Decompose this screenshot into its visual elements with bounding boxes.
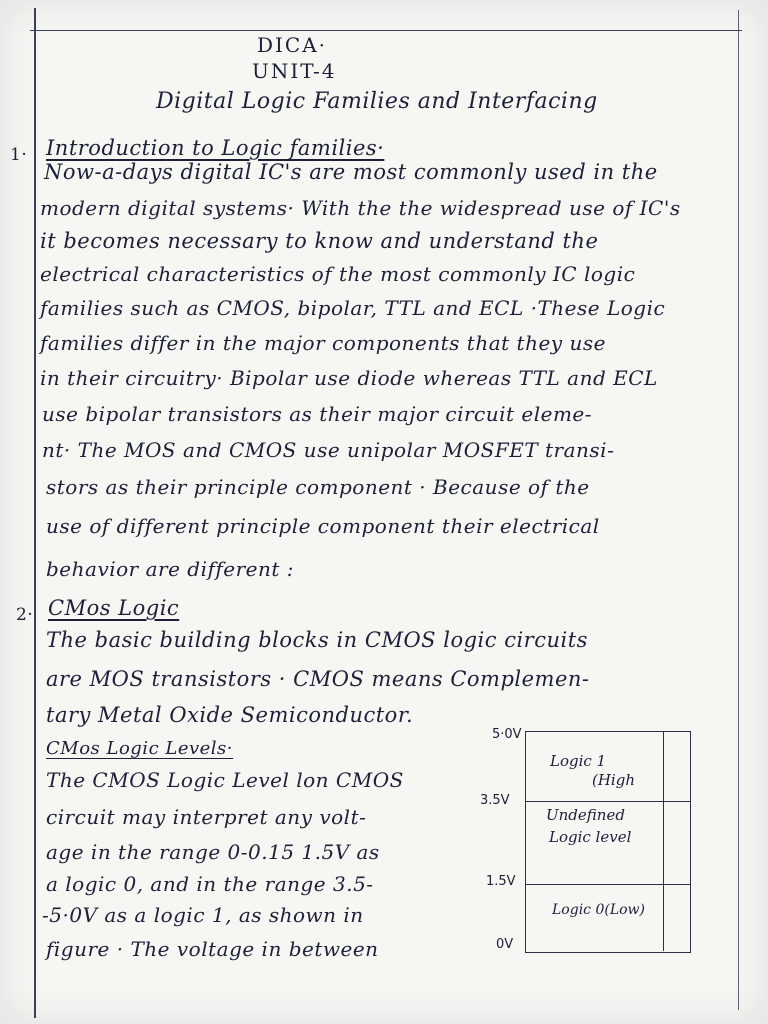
s1-line-8: use bipolar transistors as their major circuit eleme- <box>42 402 593 426</box>
s1-line-2: modern digital systems· With the the widespread use of IC's <box>40 196 681 220</box>
s1-line-10: stors as their principle component · Because of the <box>46 475 590 499</box>
region-low-label: Logic 0(Low) <box>552 902 645 918</box>
figure-line-1-5v <box>525 884 691 885</box>
s1-line-3: it becomes necessary to know and understand the <box>40 229 599 253</box>
s2-sub-line-4: a logic 0, and in the range 3.5- <box>46 872 374 896</box>
s1-line-7: in their circuitry· Bipolar use diode whereas TTL and ECL <box>40 366 658 390</box>
s2-sub-line-1: The CMOS Logic Level lon CMOS <box>46 768 404 792</box>
page-title: Digital Logic Families and Interfacing <box>156 89 598 114</box>
s2-line-3: tary Metal Oxide Semiconductor. <box>46 703 414 727</box>
subsection-heading: CMos Logic Levels· <box>46 738 234 759</box>
region-high-label-1: Logic 1 <box>550 752 607 770</box>
region-high-label-2: (High <box>592 771 635 789</box>
right-margin-rule <box>738 10 739 1010</box>
tick-1-5v: 1.5V <box>486 874 516 889</box>
region-undefined-label-2: Logic level <box>549 828 632 846</box>
s1-line-6: families differ in the major components that they use <box>40 331 606 355</box>
figure-line-3-5v <box>525 801 691 802</box>
section-2-number: 2· <box>16 605 34 625</box>
section-2-heading: CMos Logic <box>48 596 180 620</box>
s1-line-1: Now-a-days digital IC's are most commonly used in the <box>44 160 658 184</box>
section-1-heading: Introduction to Logic families· <box>46 136 385 160</box>
s2-line-2: are MOS transistors · CMOS means Complemen- <box>46 667 590 691</box>
tick-5v: 5·0V <box>492 727 522 742</box>
tick-0v: 0V <box>496 937 514 952</box>
s1-line-11: use of different principle component their electrical <box>46 514 600 538</box>
s1-line-12: behavior are different : <box>46 557 295 581</box>
unit-label: UNIT-4 <box>252 59 337 83</box>
s2-line-1: The basic building blocks in CMOS logic circuits <box>46 628 588 652</box>
s1-line-5: families such as CMOS, bipolar, TTL and ECL ·These Logic <box>40 296 666 320</box>
section-1-number: 1· <box>10 145 28 165</box>
region-undefined-label-1: Undefined <box>546 806 625 824</box>
left-margin-rule <box>34 8 36 1018</box>
course-code: DICA· <box>257 33 328 57</box>
figure-inner-divider <box>663 731 664 951</box>
tick-3-5v: 3.5V <box>480 793 510 808</box>
s1-line-9: nt· The MOS and CMOS use unipolar MOSFET transi- <box>42 438 615 462</box>
s2-sub-line-6: figure · The voltage in between <box>46 937 379 961</box>
s2-sub-line-3: age in the range 0-0.15 1.5V as <box>46 840 380 864</box>
s2-sub-line-5: -5·0V as a logic 1, as shown in <box>42 903 364 927</box>
top-rule <box>30 30 742 31</box>
s2-sub-line-2: circuit may interpret any volt- <box>46 805 367 829</box>
s1-line-4: electrical characteristics of the most commonly IC logic <box>40 262 636 286</box>
